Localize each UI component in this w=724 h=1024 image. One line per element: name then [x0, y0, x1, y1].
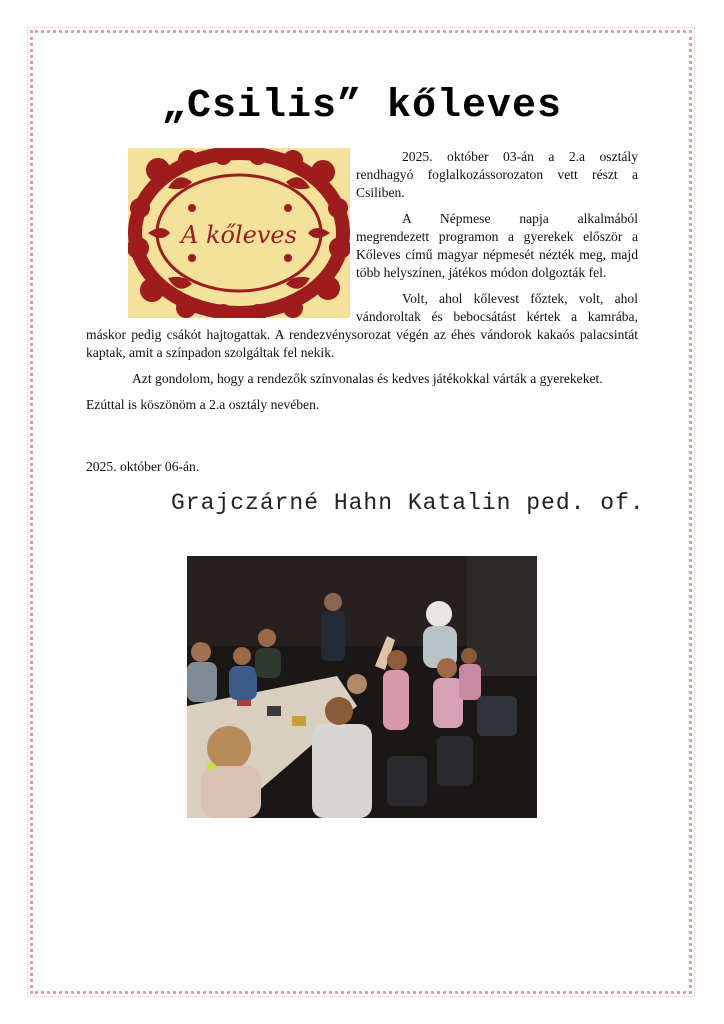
paragraph-3: Volt, ahol kőlevest főztek, volt, ahol vándoroltak és bebocsátást kértek a kamrába, máskor pedig csákót hajtogattak. A rendezvénysorozat végén az éhes vándorok kakaós palacsintát kaptak, amit a színpadon szolgáltak fel nekik.	[86, 291, 638, 360]
illustration-caption: A kőleves	[181, 221, 297, 249]
page-title: „Csilis” kőleves	[161, 84, 563, 129]
paragraph-4: Azt gondolom, hogy a rendezők színvonalas és kedves játékokkal várták a gyerekeket.	[132, 371, 603, 386]
article-body	[86, 148, 638, 422]
paragraph-5: Ezúttal is köszönöm a 2.a osztály nevében.	[86, 397, 320, 412]
signature: Grajczárné Hahn Katalin ped. of.	[171, 490, 645, 516]
classroom-photo	[187, 556, 537, 818]
koleves-illustration	[128, 148, 350, 318]
paragraph-1: 2025. október 03-án a 2.a osztály rendhagyó foglalkozássorozaton vett részt a Csiliben.	[356, 149, 638, 200]
paragraph-2: A Népmese napja alkalmából megrendezett programon a gyerekek először a Kőleves című magyar népmesét nézték meg, majd több helyszínen, játékos módon dolgozták fel.	[356, 211, 638, 280]
document-date: 2025. október 06-án.	[86, 459, 200, 474]
